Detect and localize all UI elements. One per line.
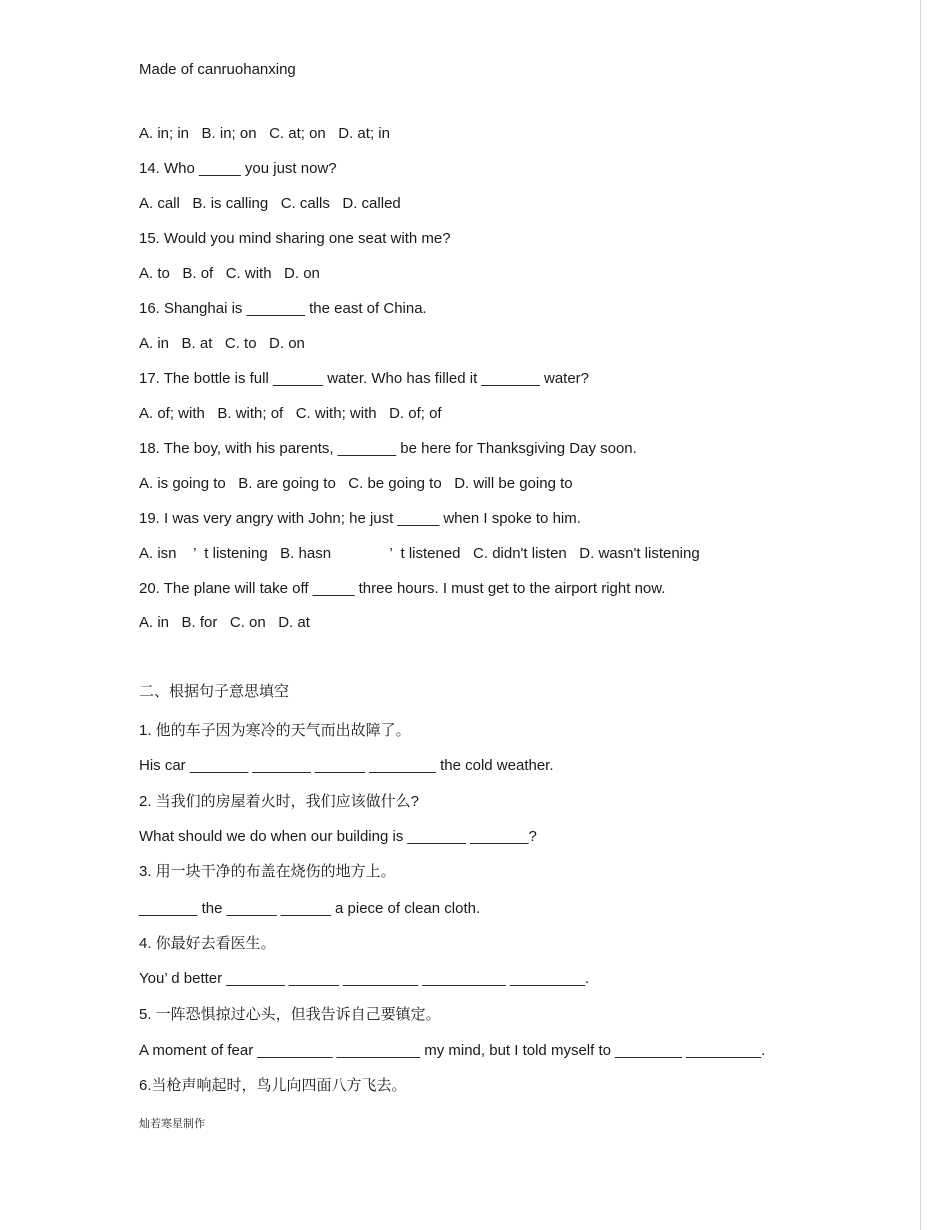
- q14-options: A. call B. is calling C. calls D. called: [139, 195, 401, 212]
- q15-question: 15. Would you mind sharing one seat with me?: [139, 230, 451, 247]
- fill-3-chinese: 3. 用一块干净的布盖在烧伤的地方上。: [139, 863, 396, 880]
- fill-5-chinese: 5. 一阵恐惧掠过心头，但我告诉自己要镇定。: [139, 1006, 441, 1023]
- q16-options: A. in B. at C. to D. on: [139, 335, 305, 352]
- q18-options: A. is going to B. are going to C. be going to D. will be going to: [139, 475, 573, 492]
- page-footer-text: 灿若寒星制作: [139, 1117, 205, 1130]
- q17-question: 17. The bottle is full ______ water. Who has filled it _______ water?: [139, 370, 590, 387]
- section-two-heading: 二、根据句子意思填空: [139, 683, 290, 700]
- fill-5-english: A moment of fear _________ __________ my mind, but I told myself to ________ _________.: [139, 1042, 766, 1059]
- fill-1-chinese: 1. 他的车子因为寒冷的天气而出故障了。: [139, 722, 411, 739]
- q15-options: A. to B. of C. with D. on: [139, 265, 320, 282]
- fill-2-chinese: 2. 当我们的房屋着火时，我们应该做什么?: [139, 793, 420, 810]
- fill-4-chinese: 4. 你最好去看医生。: [139, 935, 276, 952]
- fill-6-chinese: 6.当枪声响起时，鸟儿向四面八方飞去。: [139, 1077, 407, 1094]
- fill-2-english: What should we do when our building is _______ _______?: [139, 828, 537, 845]
- q20-options: A. in B. for C. on D. at: [139, 614, 310, 631]
- q19-options: A. isn ’ t listening B. hasn ’ t listened C. didn't listen D. wasn't listening: [139, 545, 700, 562]
- page-header-text: Made of canruohanxing: [139, 61, 296, 78]
- q17-options: A. of; with B. with; of C. with; with D. of; of: [139, 405, 442, 422]
- q14-question: 14. Who _____ you just now?: [139, 160, 337, 177]
- q20-question: 20. The plane will take off _____ three hours. I must get to the airport right now.: [139, 580, 666, 597]
- page-edge-divider: [920, 0, 921, 1230]
- q16-question: 16. Shanghai is _______ the east of China.: [139, 300, 427, 317]
- fill-1-english: His car _______ _______ ______ ________ the cold weather.: [139, 757, 554, 774]
- fill-3-english: _______ the ______ ______ a piece of clean cloth.: [139, 900, 481, 917]
- q19-question: 19. I was very angry with John; he just _____ when I spoke to him.: [139, 510, 581, 527]
- q18-question: 18. The boy, with his parents, _______ be here for Thanksgiving Day soon.: [139, 440, 637, 457]
- q13-options: A. in; in B. in; on C. at; on D. at; in: [139, 125, 390, 142]
- fill-4-english: You’ d better _______ ______ _________ __________ _________.: [139, 970, 590, 987]
